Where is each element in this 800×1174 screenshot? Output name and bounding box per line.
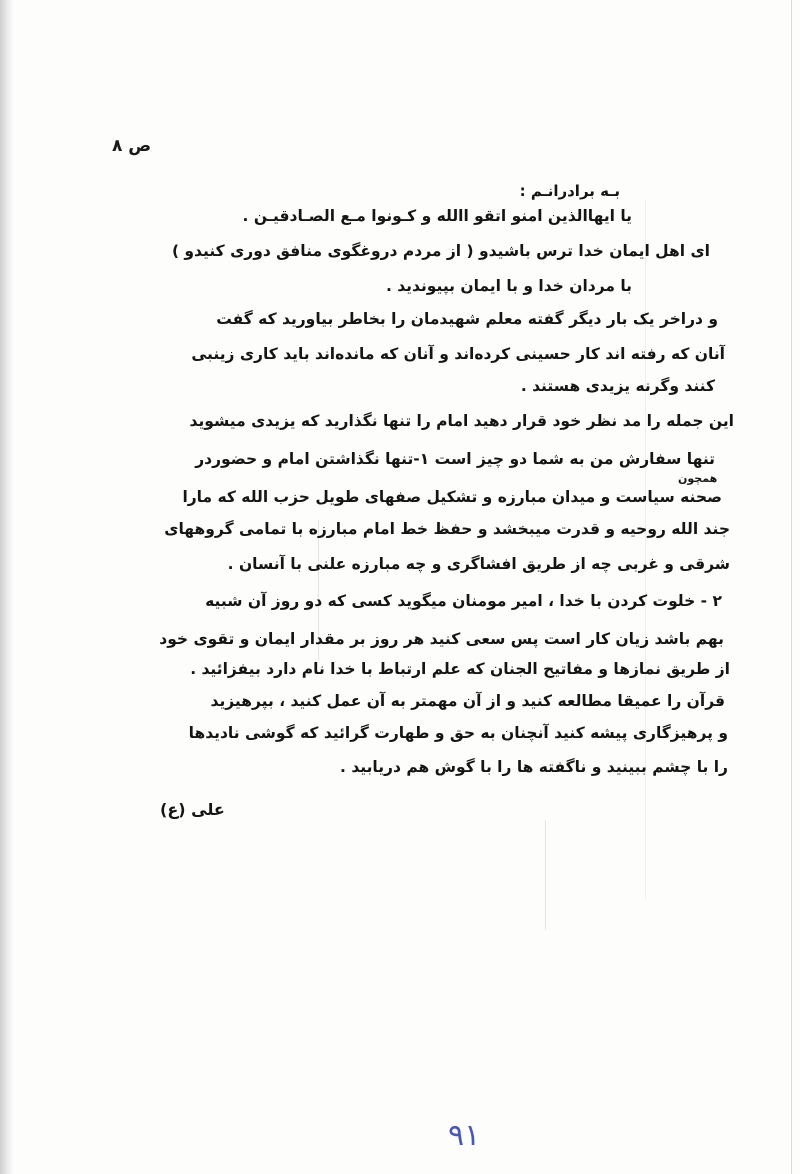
body-line: را با چشم ببینید و ناگفته ها را با گوش هم دریابید . [340,758,728,776]
scan-right-edge [791,0,792,1174]
body-line: قرآن را عمیقا مطالعه کنید و از آن مهمتر به آن عمل کنید ، بپرهیزید [210,692,725,710]
signature: علی (ع) [160,800,225,819]
scan-left-edge [0,0,14,1174]
fold-mark [645,200,646,900]
body-line: آنان که رفته اند کار حسینی کرده‌اند و آنان که مانده‌اند باید کاری زینبی [191,345,725,363]
body-line: جند الله روحیه و قدرت میبخشد و حفظ خط امام مبارزه با تمامی گروههای [164,520,730,538]
interlinear-note: همچون [678,472,718,485]
body-line: این جمله را مد نظر خود قرار دهید امام را تنها نگذارید که یزیدی میشوید [189,412,734,430]
salutation-line: بـه برادرانـم : [519,182,620,200]
body-line: یا ایهاالذین امنو اتقو االله و کـونوا مـع الصـادقیـن . [242,207,632,225]
fold-mark [545,820,546,930]
body-line: شرقی و غربی چه از طریق افشاگری و چه مبارزه علنی با آنسان . [227,555,730,573]
body-line: ای اهل ایمان خدا ترس باشیدو ( از مردم دروغگوی منافق دوری کنیدو ) [171,242,710,260]
page-marker: ص ۸ [112,136,152,156]
page-number: ۹۱ [448,1118,481,1153]
body-line: و دراخر یک بار دیگر گفته معلم شهیدمان را بخاطر بیاورید که گفت [216,310,718,328]
body-line: بهم باشد زیان کار است پس سعی کنید هر روز بر مقدار ایمان و تقوی خود [159,630,724,648]
body-line: با مردان خدا و با ایمان بپیوندید . [385,277,632,295]
body-line: کنند وگرنه یزیدی هستند . [520,377,715,395]
body-line: تنها سفارش من به شما دو چیز است ۱-تنها نگذاشتن امام و حضوردر [195,450,715,468]
body-line: از طریق نمازها و مفاتیح الجنان که علم ارتباط با خدا نام دارد بیفزائید . [190,660,730,678]
body-line: ۲ - خلوت کردن با خدا ، امیر مومنان میگوید کسی که دو روز آن شبیه [205,592,722,610]
body-line: صحنه سیاست و میدان مبارزه و تشکیل صفهای طویل حزب الله که مارا [182,488,722,506]
body-line: و پرهیزگاری پیشه کنید آنچنان به حق و طهارت گرائید که گوشی نادیدها [188,724,728,742]
